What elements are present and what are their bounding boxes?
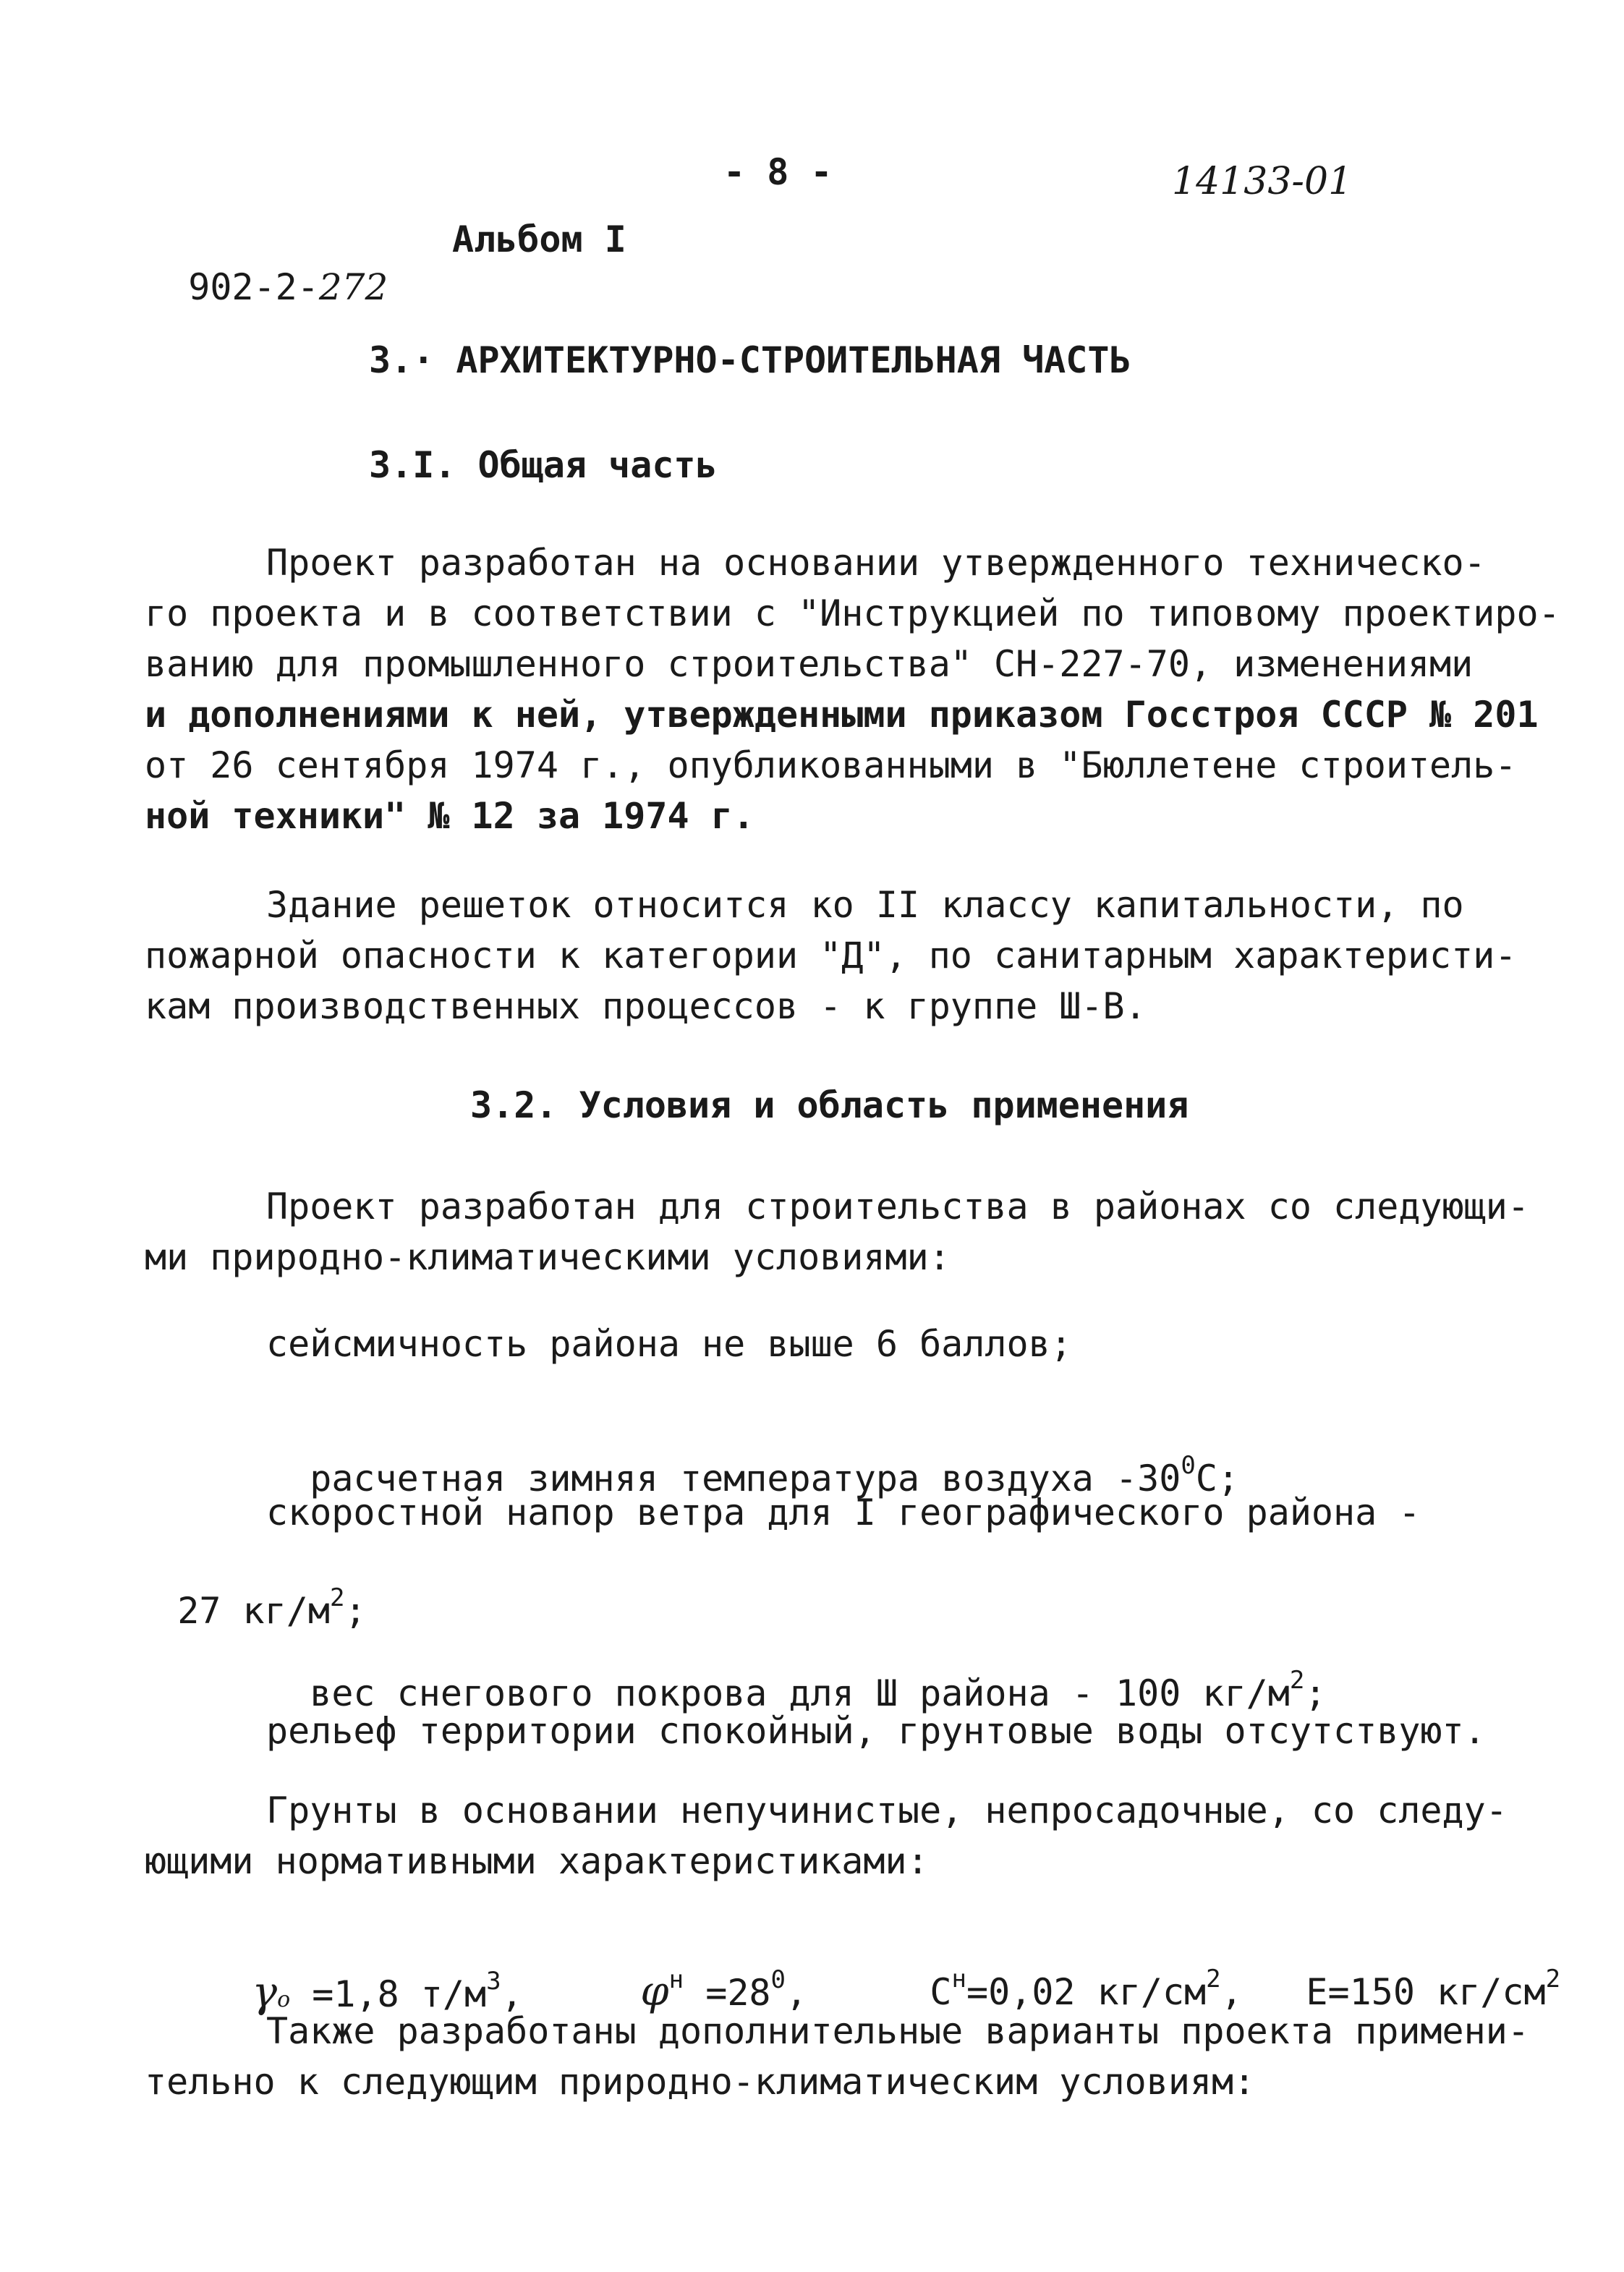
paragraph-line: Проект разработан на основании утвержденного техническо-: [266, 542, 1486, 584]
c-superscript: н: [951, 1965, 967, 1994]
snow-text: вес снегового покрова для Ш района - 100 кг/м: [310, 1672, 1290, 1714]
section-title: 3.· АРХИТЕКТУРНО-СТРОИТЕЛЬНАЯ ЧАСТЬ: [369, 339, 1131, 381]
snow-end: ;: [1304, 1672, 1327, 1714]
paragraph-line: ми природно-климатическими условиями:: [145, 1236, 951, 1278]
snow-unit-sup: 2: [1289, 1666, 1305, 1696]
snow-condition: [266, 1622, 1326, 1717]
wind-condition-line-2: [134, 1539, 367, 1635]
document-code: [145, 216, 388, 311]
relief-condition: рельеф территории спокойный, грунтовые воды отсутствуют.: [266, 1710, 1486, 1752]
gamma-subscript: o: [277, 1987, 291, 2012]
paragraph-line: Проект разработан для строительства в районах со следующи-: [266, 1186, 1529, 1228]
paragraph-line: ной техники" № 12 за 1974 г.: [145, 795, 754, 837]
c-symbol: С: [930, 1971, 952, 2013]
paragraph-line: от 26 сентября 1974 г., опубликованными в "Бюллетене строитель-: [145, 744, 1517, 786]
paragraph-line: го проекта и в соответствии с "Инструкцией по типовому проектиро-: [145, 592, 1560, 634]
wind-value: 27 кг/м: [177, 1590, 330, 1632]
degree-sup: 0: [1181, 1451, 1196, 1481]
paragraph-line: и дополнениями к ней, утвержденными приказом Госстроя СССР № 201: [145, 694, 1539, 736]
e-value: Е=150 кг/см: [1306, 1971, 1546, 2013]
phi-superscript: н: [668, 1965, 684, 1995]
paragraph-line: тельно к следующим природно-климатическим условиям:: [145, 2061, 1256, 2103]
c-unit-sup: 2: [1206, 1965, 1221, 1994]
gamma-end: ,: [501, 1973, 523, 2015]
subsection-title-3-2: 3.2. Условия и область применения: [470, 1084, 1189, 1126]
paragraph-line: Здание решеток относится ко II классу капитальности, по: [266, 884, 1464, 926]
doc-code-prefix: 902-2-: [188, 266, 319, 308]
subsection-title-3-1: 3.I. Общая часть: [369, 444, 718, 486]
gamma-symbol: γ: [252, 1967, 278, 2017]
handwritten-code: 14133-01: [1172, 160, 1353, 203]
gamma-unit-sup: 3: [486, 1967, 501, 1996]
paragraph-line: ванию для промышленного строительства" СН-227-70, изменениями: [145, 643, 1474, 685]
wind-end: ;: [344, 1590, 367, 1632]
c-value: =0,02 кг/см: [966, 1971, 1207, 2013]
seismic-condition: сейсмичность района не выше 6 баллов;: [266, 1323, 1072, 1365]
wind-condition-line-1: скоростной напор ветра для I географического района -: [266, 1492, 1421, 1533]
e-unit-sup: 2: [1545, 1965, 1561, 1994]
page-number: - 8 -: [723, 151, 833, 193]
paragraph-line: пожарной опасности к категории "Д", по санитарным характеристи-: [145, 935, 1517, 977]
paragraph-line: ющими нормативными характеристиками:: [145, 1840, 929, 1882]
phi-degree-sup: 0: [770, 1965, 786, 1995]
c-end: ,: [1220, 1971, 1243, 2013]
temperature-unit: С;: [1195, 1458, 1240, 1499]
phi-end: ,: [786, 1972, 808, 2014]
paragraph-line: кам производственных процессов - к группе Ш-В.: [145, 985, 1147, 1027]
gamma-value: =1,8 т/м: [290, 1973, 487, 2015]
temperature-text: расчетная зимняя температура воздуха -30: [310, 1458, 1181, 1499]
phi-symbol: φ: [640, 1968, 669, 2015]
doc-code-handwritten: 272: [318, 266, 388, 308]
paragraph-line: Грунты в основании непучинистые, непросадочные, со следу-: [266, 1790, 1508, 1831]
paragraph-line: Также разработаны дополнительные варианты проекта примени-: [266, 2010, 1529, 2052]
album-label: Альбом I: [452, 218, 626, 260]
wind-unit-sup: 2: [329, 1583, 345, 1613]
phi-value: =28: [684, 1972, 771, 2014]
